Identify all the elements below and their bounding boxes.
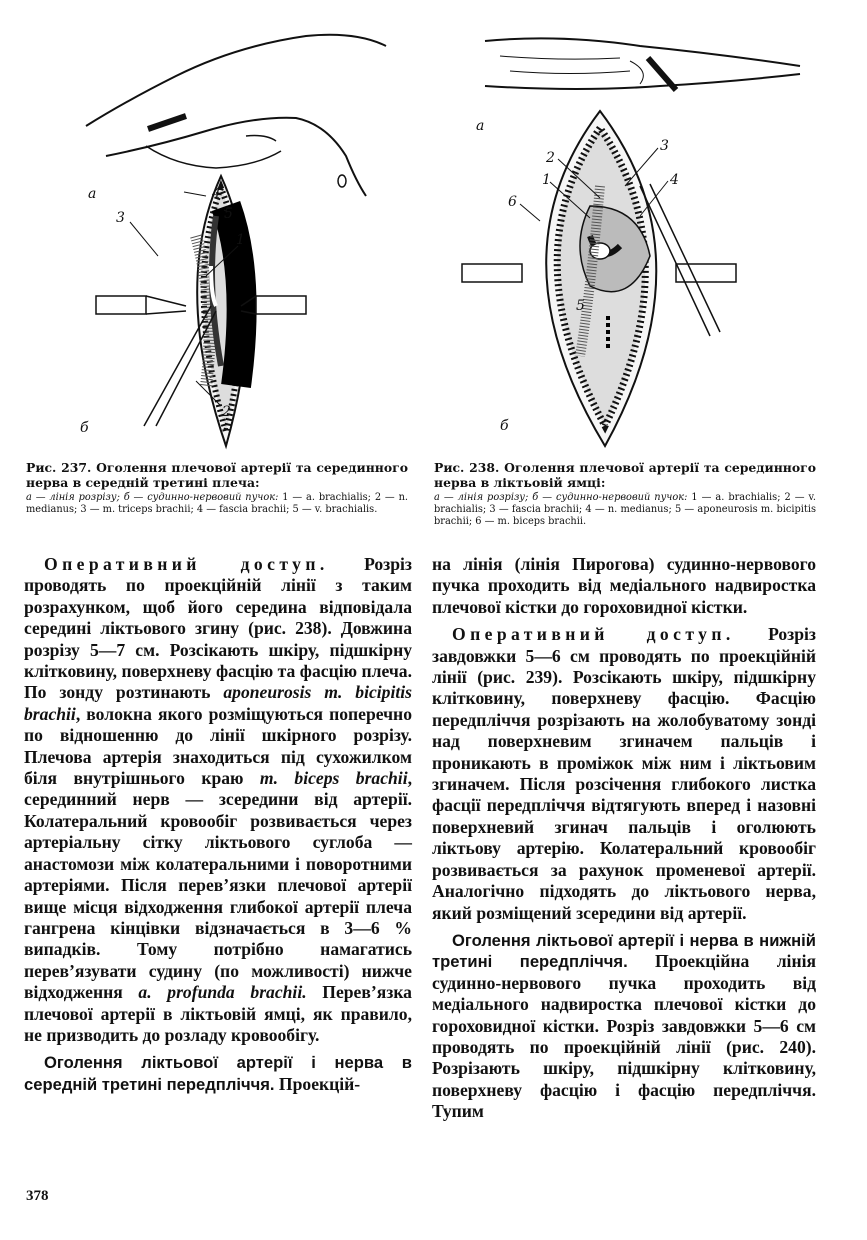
figure-238-drawing [440,6,820,454]
fig237-label-1: 1 [236,232,245,248]
fig237-label-4: 4 [212,186,221,202]
right-text-column [432,554,816,1123]
fig238-label-4: 4 [670,172,679,188]
fig237-label-2: 2 [222,404,231,420]
figure-237-illustration [66,6,446,454]
fig238-label-2: 2 [546,150,555,166]
fig238-label-1: 1 [542,172,551,188]
figure-237-drawing [66,6,446,454]
text-run: Розріз завдовжки 5—6 см проводять по проекційній лінії (рис. 239). Розсікають шкіру, підшкірну клітковину, поверхневу фасцію. Фасцію передпліччя розрізають на жолобуватому зонді над поверхневим згиначем пальців і проникають в проміжок між ним і ліктьовим згиначем. Після розсічення глибокого листка фасції передпліччя відтягують вперед і назовні поверхневий згинач пальців і оголюють ліктьову артерію. Колатеральний кровообіг розвивається за рахунок променевої артерії. Аналогічно підходять до ліктьового нерва, який розміщений зсередини від артерії. [432,624,816,923]
ulnar-middle-third-paragraph [24,1052,412,1095]
figure-238-legend [434,492,816,528]
figure-237-caption [26,460,408,516]
latin-term: m. biceps brachii [259,768,408,789]
section-heading: Оголення ліктьової артерії і нерва в середній третині передпліччя. [24,1053,412,1094]
figure-237-legend-items: 1 — a. brachialis; 2 — n. medianus; 3 — m. triceps brachii; 4 — fascia brachii; 5 — v. brachialis. [26,492,408,515]
operative-access-paragraph [24,554,412,1046]
page-number: 378 [26,1188,49,1204]
fig237-label-b: б [80,420,89,436]
fig238-label-3: 3 [660,138,669,154]
fig238-label-6: 6 [508,194,517,210]
fig238-label-5: 5 [576,298,585,314]
figure-237-legend [26,492,408,516]
left-text-column [24,554,412,1095]
operative-access-paragraph-2 [432,624,816,924]
fig237-label-5: 5 [224,206,233,222]
text-run: , волокна якого розміщуються поперечно по відношенню до лінії шкірного розрізу. Плечова артерія знаходиться під сухожилком біля внутрішнього краю [24,703,412,789]
continuation-paragraph: на лінія (лінія Пирогова) судинно-нервового пучка проходить від медіального надвиростка плечової кістки до гороховидної кістки. [432,554,816,617]
operative-access-lead: Оперативний доступ. [452,624,735,645]
text-run: Розріз проводять по проекційній лінії з таким розрахунком, щоб його середина відповідала середині ліктьового згину (рис. 238). Довжина розрізу 5—7 см. Розсікають шкіру, підшкірну клітковину, поверхневу фасцію та фасцію плеча. По зонду розтинають [24,554,412,703]
section-heading: Оголення ліктьової артерії і нерва в нижній третині передпліччя. [432,930,816,972]
figure-237-caption-title: Рис. 237. Оголення плечової артерії та серединного нерва в середній третині плеча: [26,460,408,490]
text-run: Проекцій- [274,1073,361,1094]
figure-238-legend-intro: а — лінія розрізу; б — судинно-нервовий пучок: [434,492,688,503]
figure-237-legend-intro: а — лінія розрізу; б — судинно-нервовий пучок: [26,492,279,503]
text-run: Перев’язка плечової артерії в ліктьовій ямці, як правило, не призводить до розладу кровообігу. [24,982,412,1045]
operative-access-lead: Оперативний доступ. [44,554,329,574]
ulnar-lower-third-paragraph [432,930,816,1123]
latin-term: aponeurosis m. bicipitis brachii [24,682,412,724]
fig237-label-a: а [88,186,97,202]
fig238-label-a: а [476,118,485,134]
text-run: , серединний нерв — зсередини від артерії. Колатеральний кровообіг розвивається через артеріальну сітку ліктьового суглоба — анастомози між колатеральними і поворотними артеріями. Після перев’язки плечової артерії вище місця відходження глибокої артерії плеча гангрена кінцівки відзначається в 3—6 % випадків. Тому потрібно намагатись перев’язувати судину (по можливості) нижче відходження [24,768,412,1003]
text-run: Проекційна лінія судинно-нервового пучка проходить від медіального надвиростка плечової кістки до гороховидної кістки. Розріз завдовжки 5—6 см проводять по проекційній лінії (рис. 240). Розрізають шкіру, підшкірну клітковину, поверхневу фасцію і фасцію передпліччя. Тупим [432,951,816,1122]
figure-238-caption [434,460,816,528]
figure-238-legend-items: 1 — a. brachialis; 2 — v. brachialis; 3 — fascia brachii; 4 — n. medianus; 5 — aponeurosis m. bicipitis brachii; 6 — m. biceps brachii. [434,492,816,527]
latin-term: a. profunda brachii. [138,982,307,1003]
figure-238-caption-title: Рис. 238. Оголення плечової артерії та серединного нерва в ліктьовій ямці: [434,460,816,490]
fig237-label-3: 3 [116,210,125,226]
figure-238-illustration [440,6,820,454]
fig238-label-b: б [500,418,509,434]
